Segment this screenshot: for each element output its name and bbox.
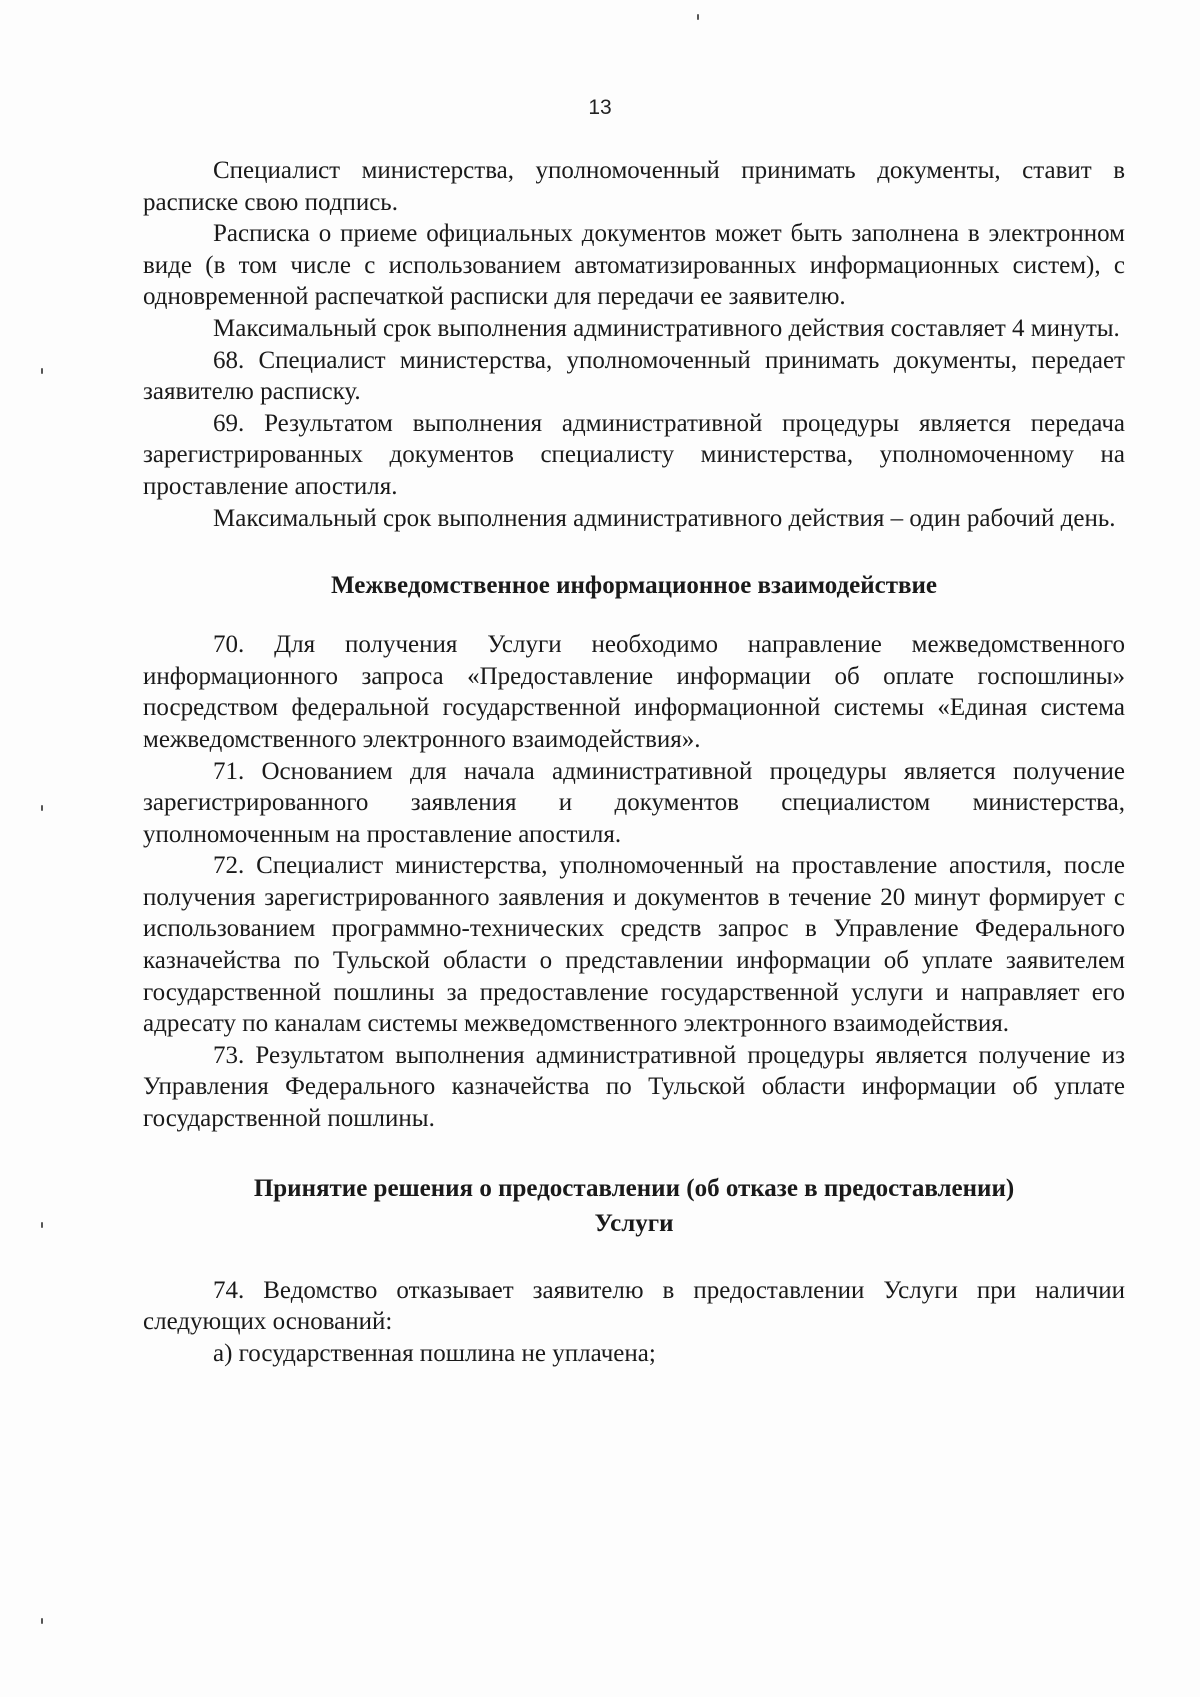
- scan-speck: [41, 805, 43, 811]
- paragraph: 68. Специалист министерства, уполномоченный принимать документы, передает заявителю расписку.: [143, 346, 1125, 406]
- scan-speck: [41, 1618, 43, 1624]
- paragraph: 74. Ведомство отказывает заявителю в предоставлении Услуги при наличии следующих оснований:: [143, 1276, 1125, 1336]
- scan-speck: [41, 1222, 43, 1228]
- section-heading: [143, 1171, 1125, 1241]
- paragraph: 72. Специалист министерства, уполномоченный на проставление апостиля, после получения зарегистрированного заявления и документов в течение 20 минут формирует с использованием программно-технических средств запрос в Управление Федерального казначейства по Тульской области о представлении информации об уплате заявителем государственной пошлины за предоставление государственной услуги и направляет его адресату по каналам системы межведомственного электронного взаимодействия.: [143, 852, 1125, 1038]
- paragraph: а) государственная пошлина не уплачена;: [213, 1339, 656, 1367]
- scan-speck: [41, 368, 43, 374]
- section-heading-line: Услуги: [594, 1209, 674, 1237]
- page-number: 13: [588, 96, 612, 119]
- scan-speck: [697, 14, 699, 20]
- paragraph: Расписка о приеме официальных документов может быть заполнена в электронном виде (в том числе с использованием автоматизированных информационных систем), с одновременной распечаткой расписки для передачи ее заявителю.: [143, 220, 1125, 311]
- document-body: [143, 155, 1125, 1369]
- paragraph: 71. Основанием для начала административной процедуры является получение зарегистрированного заявления и документов специалистом министерства, уполномоченным на проставление апостиля.: [143, 757, 1125, 848]
- paragraph: Максимальный срок выполнения административного действия составляет 4 минуты.: [213, 314, 1120, 342]
- section-heading: Межведомственное информационное взаимодействие: [331, 572, 937, 600]
- paragraph: 70. Для получения Услуги необходимо направление межведомственного информационного запроса «Предоставление информации об оплате госпошлины» посредством федеральной государственной информационной системы «Единая система межведомственного электронного взаимодействия».: [143, 631, 1125, 753]
- paragraph: Специалист министерства, уполномоченный принимать документы, ставит в расписке свою подпись.: [143, 157, 1125, 216]
- paragraph: Максимальный срок выполнения административного действия – один рабочий день.: [213, 504, 1116, 532]
- paragraph: 73. Результатом выполнения административной процедуры является получение из Управления Федерального казначейства по Тульской области информации об уплате государственной пошлины.: [143, 1041, 1125, 1133]
- section-heading-line: Принятие решения о предоставлении (об отказе в предоставлении): [253, 1174, 1015, 1202]
- paragraph: 69. Результатом выполнения административной процедуры является передача зарегистрированных документов специалисту министерства, уполномоченному на проставление апостиля.: [143, 409, 1125, 500]
